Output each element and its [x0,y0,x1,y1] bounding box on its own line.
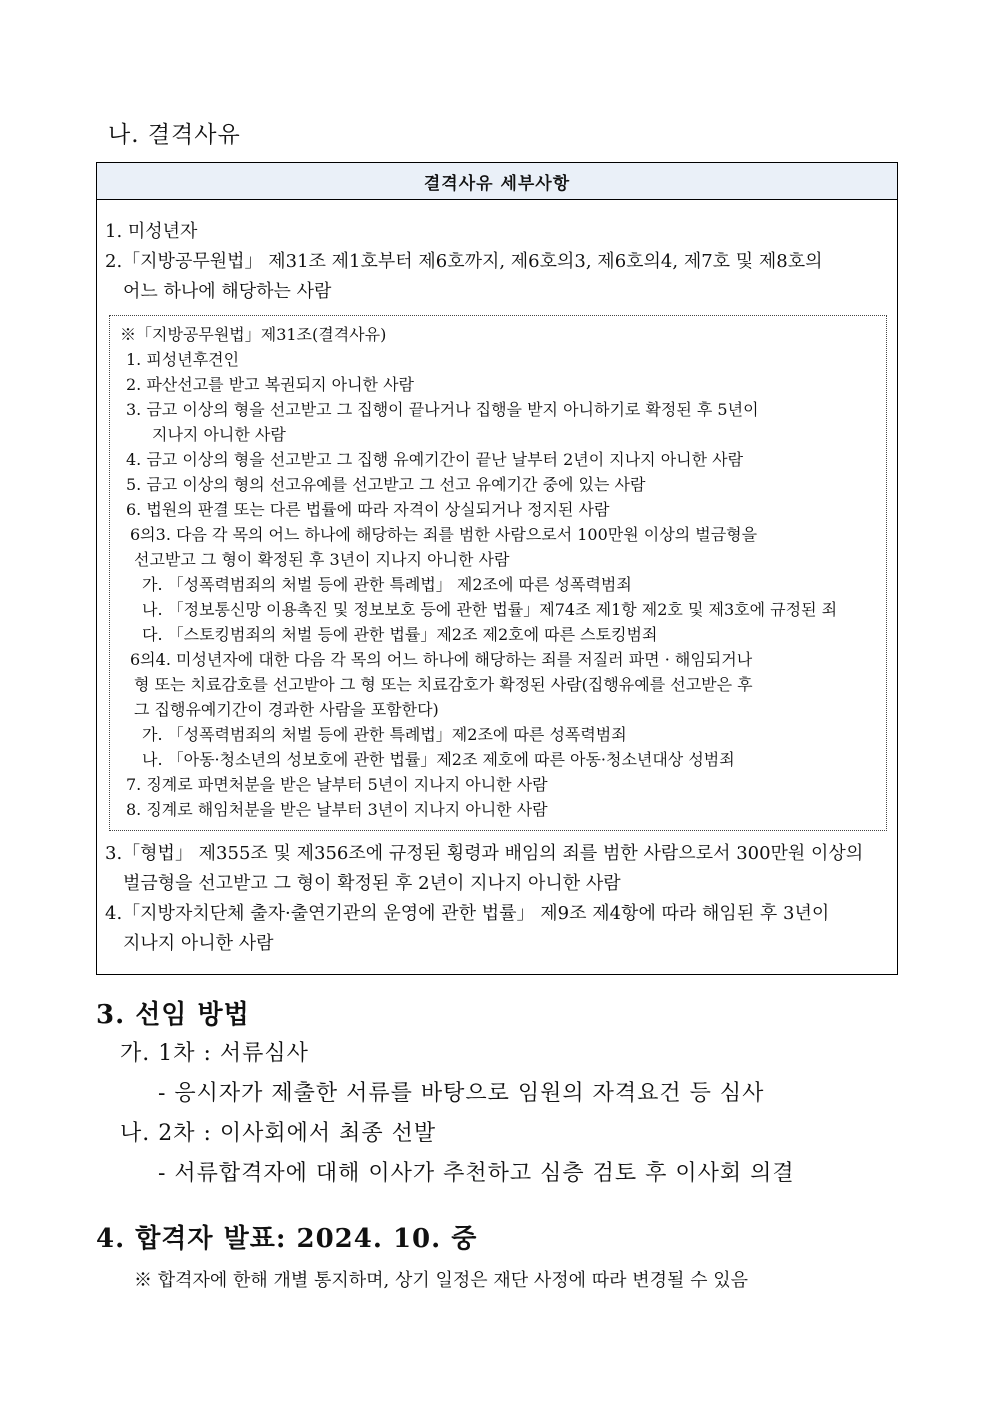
disqualification-table [96,162,898,975]
table-header: 결격사유 세부사항 [97,163,897,200]
item-1: 1. 미성년자 [105,221,198,242]
note-line: 3. 금고 이상의 형을 선고받고 그 집행이 끝나거나 집행을 받지 아니하기로 확정된 후 5년이 [126,400,759,419]
note-line: 형 또는 치료감호를 선고받아 그 형 또는 치료감호가 확정된 사람(집행유예를 선고받은 후 [134,675,753,694]
note-line: 가. 「성폭력범죄의 처벌 등에 관한 특례법」제2조에 따른 성폭력범죄 [142,725,627,744]
announcement-note: ※ 합격자에 한해 개별 통지하며, 상기 일정은 재단 사정에 따라 변경될 수 있음 [134,1270,749,1291]
section-heading-disqualification: 나. 결격사유 [108,122,241,148]
note-line: 지나지 아니한 사람 [152,425,286,444]
note-line: 그 집행유예기간이 경과한 사람을 포함한다) [134,700,439,719]
item-4-cont: 지나지 아니한 사람 [123,933,274,954]
note-line: 8. 징계로 해임처분을 받은 날부터 3년이 지나지 아니한 사람 [126,800,548,819]
item-2: 2.「지방공무원법」 제31조 제1호부터 제6호까지, 제6호의3, 제6호의4, 제7호 및 제8호의 [105,251,823,272]
note-line: 2. 파산선고를 받고 복권되지 아니한 사람 [126,375,414,394]
note-line: 6. 법원의 판결 또는 다른 법률에 따라 자격이 상실되거나 정지된 사람 [126,500,610,519]
note-line: 4. 금고 이상의 형을 선고받고 그 집행 유예기간이 끝난 날부터 2년이 지나지 아니한 사람 [126,450,744,469]
item-2-cont: 어느 하나에 해당하는 사람 [123,281,332,302]
selection-step-1-detail: - 응시자가 제출한 서류를 바탕으로 임원의 자격요건 등 심사 [158,1081,765,1106]
note-line: 6의3. 다음 각 목의 어느 하나에 해당하는 죄를 범한 사람으로서 100만원 이상의 벌금형을 [130,525,758,544]
note-line: 7. 징계로 파면처분을 받은 날부터 5년이 지나지 아니한 사람 [126,775,548,794]
selection-step-1: 가. 1차 : 서류심사 [120,1041,309,1066]
note-title: ※「지방공무원법」제31조(결격사유) [120,325,387,344]
note-line: 6의4. 미성년자에 대한 다음 각 목의 어느 하나에 해당하는 죄를 저질러 파면 · 해임되거나 [130,650,753,669]
note-line: 5. 금고 이상의 형의 선고유예를 선고받고 그 선고 유예기간 중에 있는 사람 [126,475,646,494]
section-heading-selection: 3. 선임 방법 [96,1000,250,1030]
note-line: 선고받고 그 형이 확정된 후 3년이 지나지 아니한 사람 [134,550,510,569]
note-line: 나. 「정보통신망 이용촉진 및 정보보호 등에 관한 법률」제74조 제1항 제2호 및 제3호에 규정된 죄 [142,600,838,619]
item-3: 3.「형법」 제355조 및 제356조에 규정된 횡령과 배임의 죄를 범한 사람으로서 300만원 이상의 [105,843,864,864]
law-excerpt-box [109,315,887,831]
selection-step-2-detail: - 서류합격자에 대해 이사가 추천하고 심층 검토 후 이사회 의결 [158,1161,795,1186]
note-line: 다. 「스토킹범죄의 처벌 등에 관한 법률」제2조 제2호에 따른 스토킹범죄 [142,625,658,644]
section-heading-announcement: 4. 합격자 발표: 2024. 10. 중 [96,1224,478,1254]
item-4: 4.「지방자치단체 출자·출연기관의 운영에 관한 법률」 제9조 제4항에 따라 해임된 후 3년이 [105,903,830,924]
selection-step-2: 나. 2차 : 이사회에서 최종 선발 [120,1121,437,1146]
note-line: 가. 「성폭력범죄의 처벌 등에 관한 특례법」 제2조에 따른 성폭력범죄 [142,575,632,594]
item-3-cont: 벌금형을 선고받고 그 형이 확정된 후 2년이 지나지 아니한 사람 [123,873,621,894]
note-line: 1. 피성년후견인 [126,350,240,369]
note-line: 나. 「아동·청소년의 성보호에 관한 법률」제2조 제호에 따른 아동·청소년대상 성범죄 [142,750,735,769]
